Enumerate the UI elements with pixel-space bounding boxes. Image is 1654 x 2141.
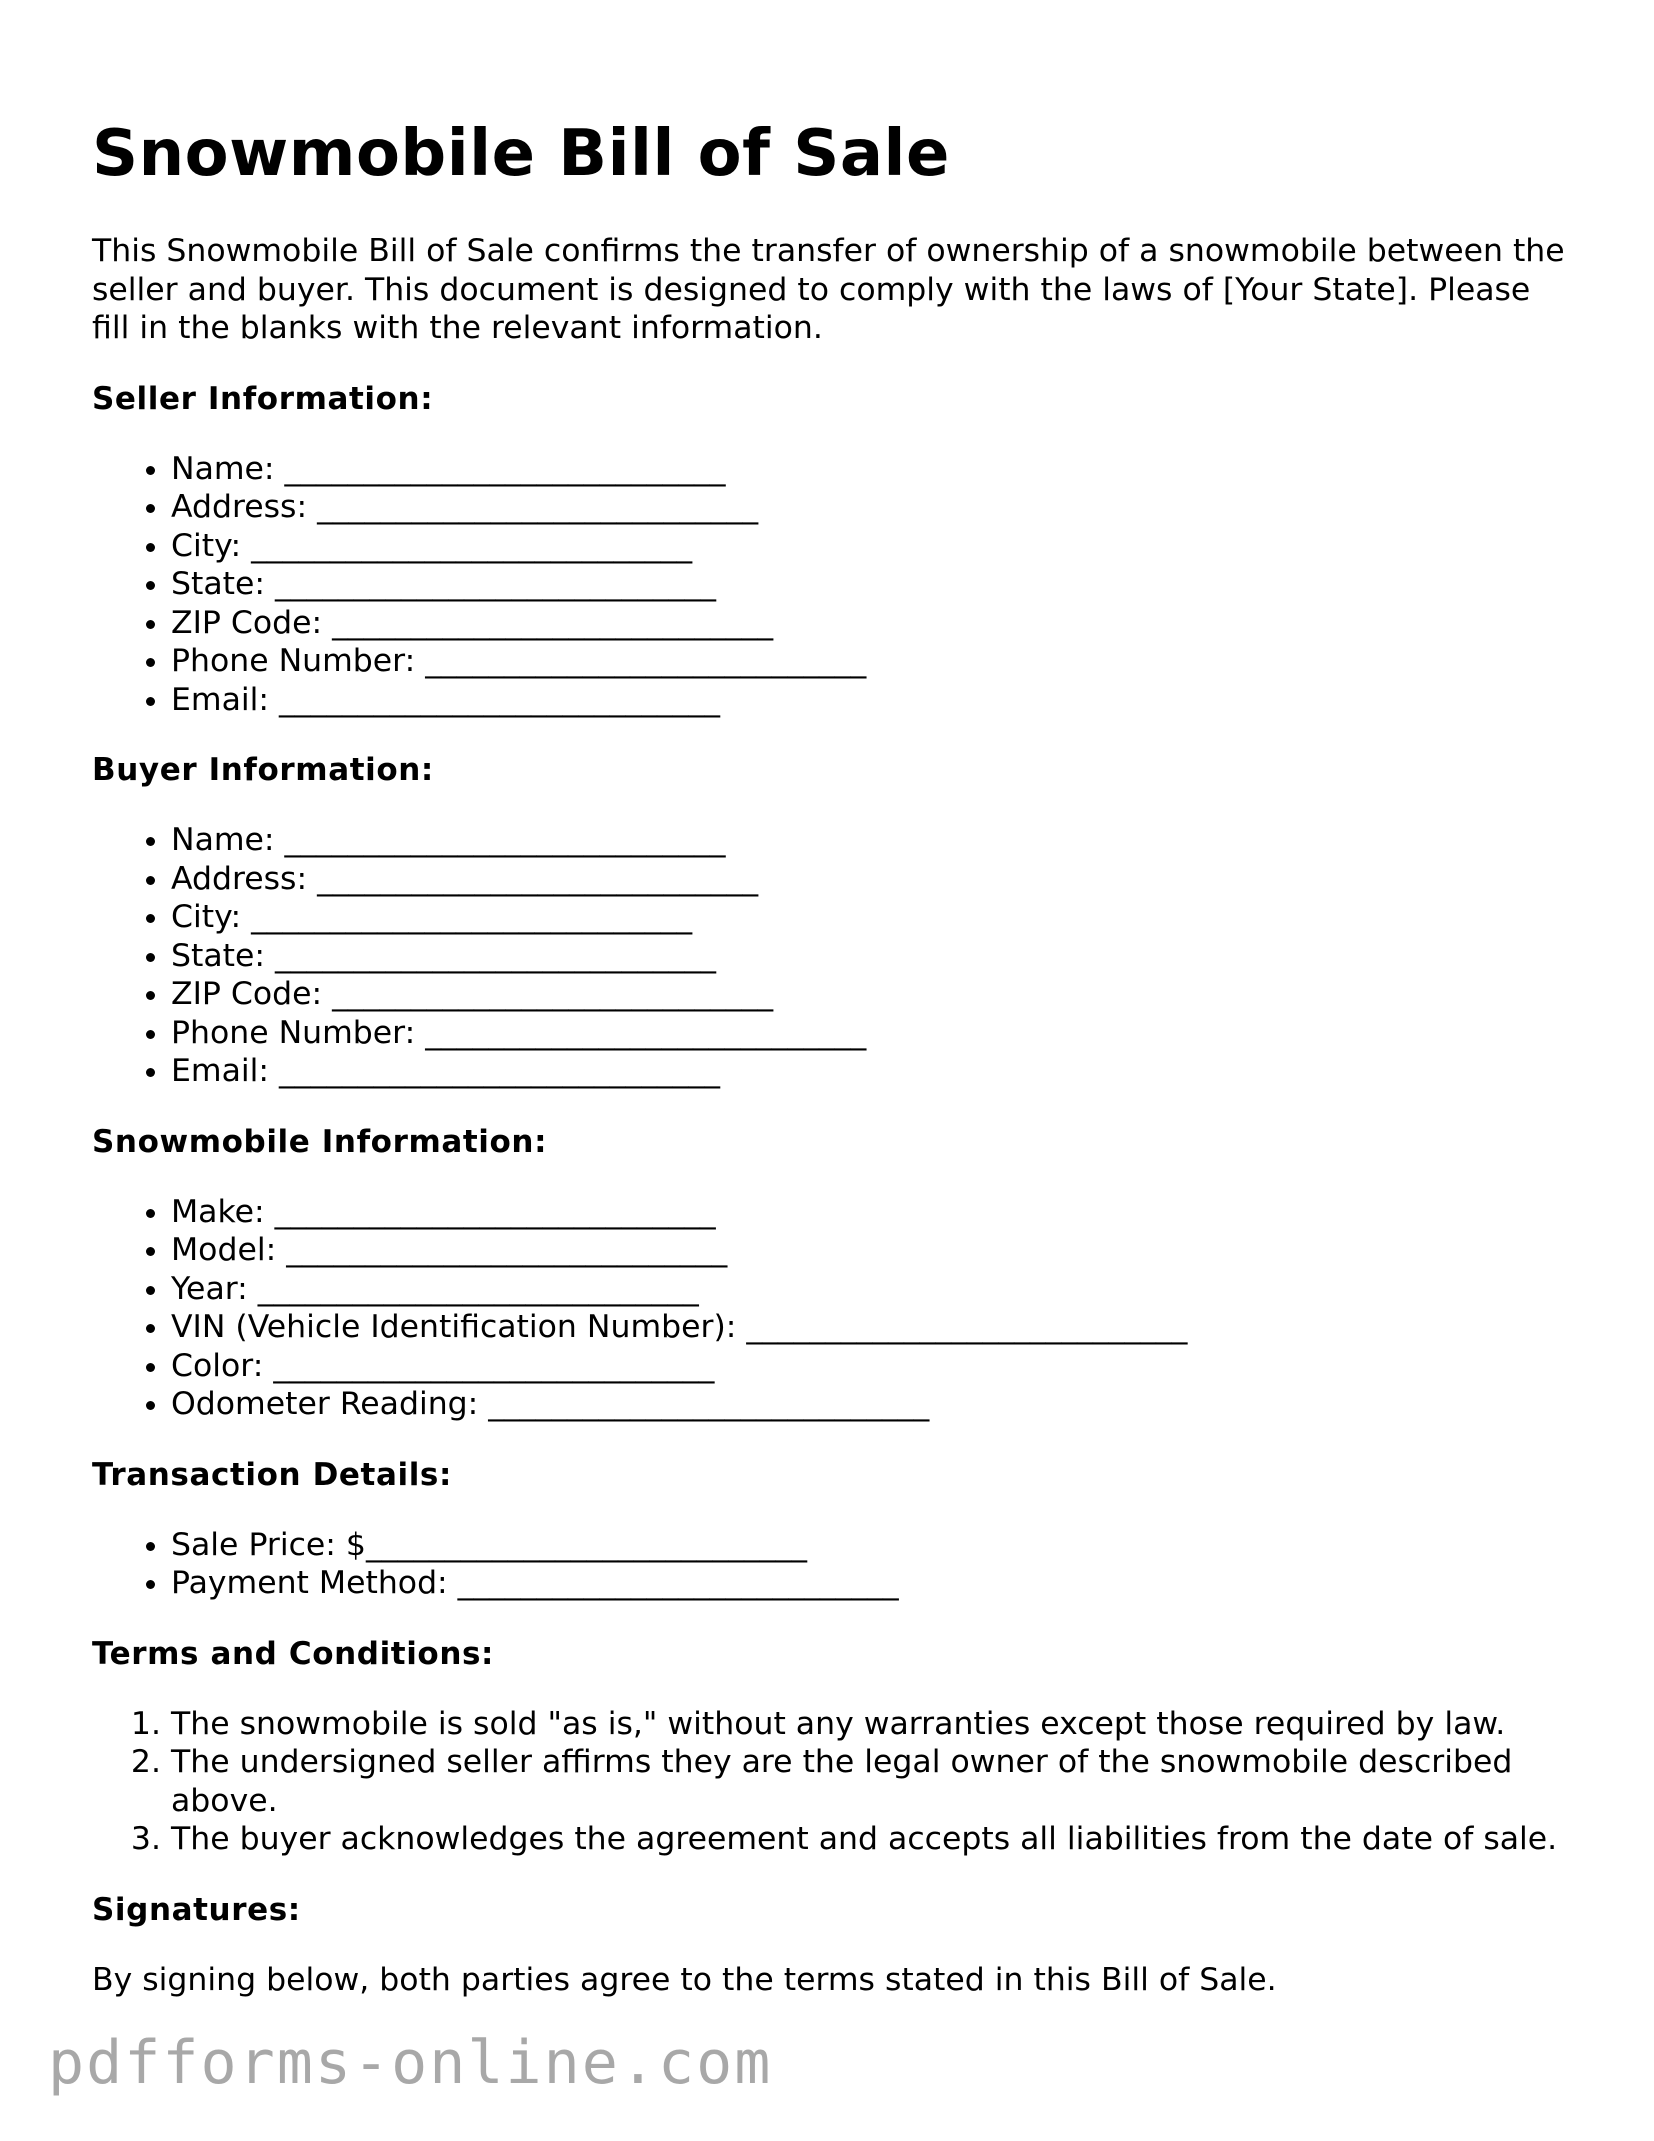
sale-price-field: • Sale Price: $____________________________	[171, 1526, 1572, 1565]
snowmobile-vin-field: • VIN (Vehicle Identification Number): ____________________________	[171, 1308, 1572, 1347]
snowmobile-color-field: • Color: ____________________________	[171, 1347, 1572, 1386]
seller-state-field: • State: ____________________________	[171, 565, 1572, 604]
seller-fields-list	[92, 450, 1572, 720]
snowmobile-year-field: • Year: ____________________________	[171, 1270, 1572, 1309]
buyer-name-field: • Name: ____________________________	[171, 821, 1572, 860]
document-title: Snowmobile Bill of Sale	[92, 117, 950, 191]
document-page	[92, 0, 1572, 1999]
seller-email-field: • Email: ____________________________	[171, 681, 1572, 720]
term-item: 2. The undersigned seller affirms they are the legal owner of the snowmobile described above.	[171, 1743, 1572, 1820]
payment-method-field: • Payment Method: ____________________________	[171, 1564, 1572, 1603]
snowmobile-heading: Snowmobile Information:	[92, 1123, 548, 1160]
snowmobile-make-field: • Make: ____________________________	[171, 1193, 1572, 1232]
transaction-fields-list	[92, 1526, 1572, 1603]
terms-heading: Terms and Conditions:	[92, 1635, 495, 1672]
buyer-email-field: • Email: ____________________________	[171, 1052, 1572, 1091]
buyer-heading: Buyer Information:	[92, 752, 434, 788]
term-item: 1. The snowmobile is sold "as is," without any warranties except those required by law.	[171, 1705, 1572, 1744]
snowmobile-fields-list	[92, 1193, 1572, 1424]
terms-list	[92, 1705, 1572, 1859]
buyer-zip-field: • ZIP Code: ____________________________	[171, 975, 1572, 1014]
snowmobile-model-field: • Model: ____________________________	[171, 1231, 1572, 1270]
signatures-heading: Signatures:	[92, 1891, 301, 1928]
buyer-phone-field: • Phone Number: ____________________________	[171, 1014, 1572, 1053]
seller-city-field: • City: ____________________________	[171, 527, 1572, 566]
buyer-city-field: • City: ____________________________	[171, 898, 1572, 937]
seller-phone-field: • Phone Number: ____________________________	[171, 642, 1572, 681]
buyer-state-field: • State: ____________________________	[171, 937, 1572, 976]
seller-zip-field: • ZIP Code: ____________________________	[171, 604, 1572, 643]
site-watermark: pdfforms-online.com	[48, 2028, 773, 2098]
signatures-statement: By signing below, both parties agree to the terms stated in this Bill of Sale.	[92, 1961, 1277, 1998]
term-item: 3. The buyer acknowledges the agreement and accepts all liabilities from the date of sale.	[171, 1820, 1572, 1859]
seller-address-field: • Address: ____________________________	[171, 488, 1572, 527]
seller-heading: Seller Information:	[92, 380, 434, 417]
buyer-address-field: • Address: ____________________________	[171, 860, 1572, 899]
transaction-heading: Transaction Details:	[92, 1456, 452, 1493]
intro-paragraph: This Snowmobile Bill of Sale confirms the transfer of ownership of a snowmobile between the seller and buyer. This document is designed to comply with the laws of [Your State]. Please fill in the blanks with the relevant information.	[92, 233, 1565, 346]
seller-name-field: • Name: ____________________________	[171, 450, 1572, 489]
buyer-fields-list	[92, 821, 1572, 1091]
snowmobile-odometer-field: • Odometer Reading: ____________________________	[171, 1385, 1572, 1424]
